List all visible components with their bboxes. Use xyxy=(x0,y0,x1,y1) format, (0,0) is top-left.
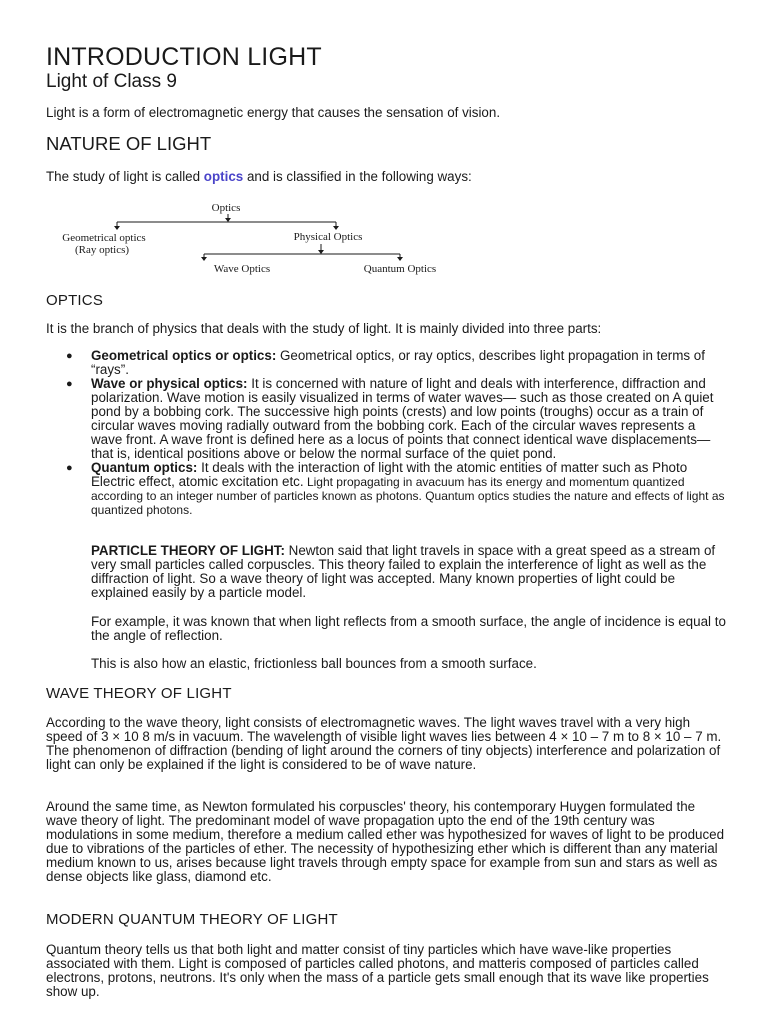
list-item xyxy=(46,349,728,377)
bullet-icon: ● xyxy=(66,378,73,390)
diagram-physical-label: Physical Optics xyxy=(293,231,363,243)
bullet-text: Geometrical optics, or ray optics, describes light propagation in terms of “rays”. xyxy=(91,348,705,377)
bullet-text-small: Light propagating in avacuum has its energy and momentum quantized according to an integer number of particles known as photons. Quantum optics studies the nature and effects of light as quantized photons. xyxy=(91,475,725,517)
diagram-quantum-label: Quantum Optics xyxy=(363,263,437,275)
optics-heading: OPTICS xyxy=(46,292,104,309)
diagram-arrowhead xyxy=(333,226,339,230)
ball-paragraph: This is also how an elastic, frictionless ball bounces from a smooth surface. xyxy=(91,656,537,671)
diagram-root-label: Optics xyxy=(211,202,241,214)
bullet-icon: ● xyxy=(66,350,73,362)
wave-theory-paragraph-2: Around the same time, as Newton formulated his corpuscles' theory, his contemporary Huygen formulated the wave theory of light. The predominant model of wave propagation upto the end of the 19th century was modulations in some medium, therefore a medium called ether was hypothesized for waves of light to be produced due to vibrations of the particles of ether. The necessity of hypothesizing ether which is different than any material medium known to us, arises because light travels through empty space for example from sun and stars as well as dense objects like glass, diamond etc. xyxy=(46,799,725,884)
wave-theory-heading: WAVE THEORY OF LIGHT xyxy=(46,685,232,702)
reflection-example-paragraph: For example, it was known that when light reflects from a smooth surface, the angle of incidence is equal to the angle of reflection. xyxy=(91,614,726,643)
bullet-term: Quantum optics: xyxy=(91,460,198,475)
bullet-icon: ● xyxy=(66,462,73,474)
particle-theory-paragraph xyxy=(91,544,728,600)
bullet-term: Geometrical optics or optics: xyxy=(91,348,277,363)
intro-paragraph: Light is a form of electromagnetic energy that causes the sensation of vision. xyxy=(46,105,501,120)
nature-paragraph xyxy=(46,170,728,184)
diagram-geometrical-label: Geometrical optics xyxy=(62,232,146,244)
quantum-theory-heading: MODERN QUANTUM THEORY OF LIGHT xyxy=(46,911,338,928)
bullet-term: Wave or physical optics: xyxy=(91,376,248,391)
particle-theory-text: Newton said that light travels in space with a great speed as a stream of very small particles called corpuscles. This theory failed to explain the interference of light as well as the diffraction of light. So a wave theory of light was accepted. Many known properties of light could be explained easily by a particle model. xyxy=(91,543,716,600)
optics-intro: It is the branch of physics that deals with the study of light. It is mainly divided into three parts: xyxy=(46,321,602,336)
diagram-ray-optics-label: (Ray optics) xyxy=(74,244,130,256)
diagram-arrowhead xyxy=(318,250,324,254)
optics-list xyxy=(46,349,728,517)
diagram-arrowhead xyxy=(397,257,403,261)
nature-text-before: The study of light is called xyxy=(46,169,204,184)
bullet-text: It deals with the interaction of light with the atomic entities of matter such as Photo Electric effect, atomic excitation etc. xyxy=(91,460,688,489)
diagram-wave-label: Wave Optics xyxy=(213,263,271,275)
optics-link[interactable]: optics xyxy=(203,169,244,184)
nature-text-after: and is classified in the following ways: xyxy=(243,169,472,184)
nature-heading: NATURE OF LIGHT xyxy=(46,133,212,154)
list-item xyxy=(46,461,728,517)
list-item xyxy=(46,377,728,461)
particle-theory-term: PARTICLE THEORY OF LIGHT: xyxy=(91,543,285,558)
wave-theory-paragraph-1: According to the wave theory, light consists of electromagnetic waves. The light waves travel with a very high speed of 3 × 10 8 m/s in vacuum. The wavelength of visible light waves lies between 4 × 10 – 7 m to 8 × 10 – 7 m. The phenomenon of diffraction (bending of light around the corners of tiny objects) interference and polarization of light can only be explained if the light is considered to be of wave nature. xyxy=(46,715,722,772)
optics-classification-diagram xyxy=(40,196,460,280)
quantum-theory-paragraph: Quantum theory tells us that both light and matter consist of tiny particles which have wave-like properties associated with them. Light is composed of particles called photons, and matteris composed of particles called electrons, protons, neutrons. It's only when the mass of a particle gets small enough that its wave like properties show up. xyxy=(46,942,709,999)
page-subtitle: Light of Class 9 xyxy=(46,71,177,92)
page-title: INTRODUCTION LIGHT xyxy=(46,43,322,71)
diagram-arrowhead xyxy=(225,218,231,222)
diagram-arrowhead xyxy=(201,257,207,261)
bullet-text: It is concerned with nature of light and deals with interference, diffraction and polarization. Wave motion is easily visualized in terms of water waves— such as those created on A quiet pond by a bobbing cork. The successive high points (crests) and low points (troughs) occur as a train of circular waves moving radially outward from the bobbing cork. Each of the circular waves represents a wave front. A wave front is defined here as a locus of points that connect identical wave displacements—that is, identical positions above or below the normal surface of the quiet pond. xyxy=(91,376,714,461)
diagram-arrowhead xyxy=(114,226,120,230)
